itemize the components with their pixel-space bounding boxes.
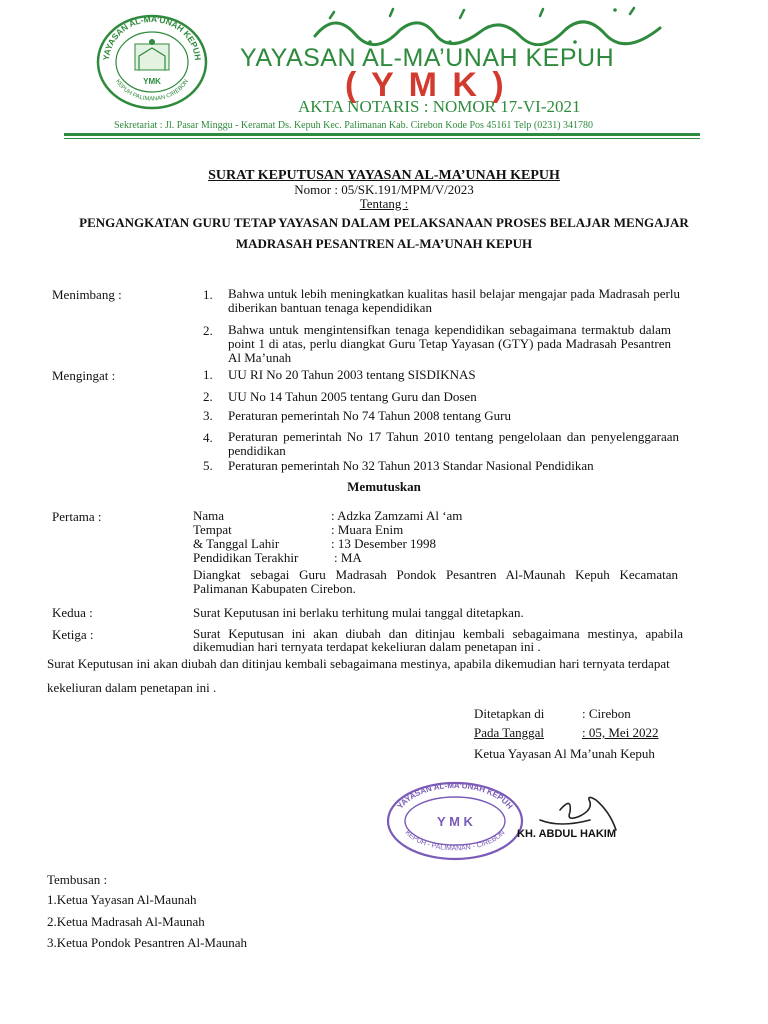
stamp-text-bottom: KEPUH - PALIMANAN - CIREBON — [403, 829, 507, 853]
mengingat-item-1: UU RI No 20 Tahun 2003 tentang SISDIKNAS — [228, 367, 476, 382]
signer-name: KH. ABDUL HAKIM — [517, 828, 616, 840]
field-key-pendidikan: Pendidikan Terakhir — [193, 550, 299, 565]
mengingat-num-2: 2. — [203, 389, 213, 404]
mengingat-item-3: Peraturan pemerintah No 74 Tahun 2008 tentang Guru — [228, 408, 511, 423]
field-key-nama: Nama — [193, 508, 225, 523]
stamp-center-text: Y M K — [437, 814, 473, 829]
menimbang-label: Menimbang : — [52, 287, 122, 302]
field-key-tempat: Tempat — [193, 522, 232, 537]
mengingat-label: Mengingat : — [52, 368, 116, 383]
mengingat-item-4: Peraturan pemerintah No 17 Tahun 2010 tentang pengelolaan dan penyelenggaraan pendidikan — [228, 429, 679, 458]
ditetapkan-value: : Cirebon — [582, 706, 631, 721]
tanggal-value: : 05, Mei 2022 — [582, 725, 659, 740]
tanggal-label: Pada Tanggal — [474, 725, 544, 740]
field-value-tempat: : Muara Enim — [331, 522, 404, 537]
tembusan-item-2: 2.Ketua Madrasah Al-Maunah — [47, 914, 205, 929]
svg-text:KEPUH - PALIMANAN - CIREBON — [404, 829, 507, 852]
document-number: Nomor : 05/SK.191/MPM/V/2023 — [294, 182, 474, 197]
tembusan-item-1: 1.Ketua Yayasan Al-Maunah — [47, 892, 197, 907]
menimbang-num-2: 2. — [203, 323, 213, 338]
header-rule — [64, 133, 700, 136]
ketiga-label: Ketiga : — [52, 627, 94, 642]
pertama-text: Diangkat sebagai Guru Madrasah Pondok Pesantren Al-Maunah Kepuh Kecamatan Palimanan Kabupaten Cirebon. — [193, 567, 678, 596]
mengingat-num-1: 1. — [203, 367, 213, 382]
menimbang-item-1: Bahwa untuk lebih meningkatkan kualitas hasil belajar mengajar pada Madrasah perlu diberikan bantuan tenaga kependidikan — [228, 286, 680, 315]
tentang-label: Tentang : — [359, 196, 409, 211]
pertama-label: Pertama : — [52, 509, 102, 524]
closing-line-2: kekeliuran dalam penetapan ini . — [47, 680, 217, 695]
svg-text:YAYASAN AL-MA’UNAH KEPUH — [396, 781, 515, 811]
menimbang-num-1: 1. — [203, 287, 213, 302]
field-value-pendidikan: : MA — [334, 550, 362, 565]
closing-line-1: Surat Keputusan ini akan diubah dan ditinjau kembali sebagaimana mestinya, apabila dikemudian hari ternyata terdapat — [47, 656, 670, 671]
foundation-stamp — [385, 780, 525, 862]
logo-text-top: YAYASAN AL-MA’UNAH KEPUH — [100, 13, 204, 61]
header-rule-thin — [64, 138, 700, 139]
mengingat-item-5: Peraturan pemerintah No 32 Tahun 2013 Standar Nasional Pendidikan — [228, 458, 594, 473]
field-key-tanggal-lahir: & Tanggal Lahir — [193, 536, 280, 551]
tembusan-label: Tembusan : — [47, 872, 108, 887]
subject-line-1: PENGANGKATAN GURU TETAP YAYASAN DALAM PELAKSANAAN PROSES BELAJAR MENGAJAR — [79, 215, 689, 230]
address: Sekretariat : Jl. Pasar Minggu - Keramat Ds. Kepuh Kec. Palimanan Kab. Cirebon Kode Pos 45161 Telp (0231) 341780 — [114, 120, 594, 131]
jabatan: Ketua Yayasan Al Ma’unah Kepuh — [474, 746, 655, 761]
foundation-logo — [95, 12, 209, 110]
org-name: YAYASAN AL-MA’UNAH KEPUH — [240, 44, 615, 72]
subject-line-2: MADRASAH PESANTREN AL-MA’UNAH KEPUH — [235, 236, 533, 251]
org-acronym: ( Y M K ) — [345, 66, 507, 104]
mengingat-num-3: 3. — [203, 408, 213, 423]
kedua-label: Kedua : — [52, 605, 93, 620]
tembusan-item-3: 3.Ketua Pondok Pesantren Al-Maunah — [47, 935, 248, 950]
document-title: SURAT KEPUTUSAN YAYASAN AL-MA’UNAH KEPUH — [208, 168, 560, 183]
logo-text-bottom: KEPUH PALIMANAN CIREBON — [114, 78, 190, 103]
field-value-tanggal-lahir: : 13 Desember 1998 — [331, 536, 437, 551]
logo-center-text: YMK — [143, 77, 161, 86]
kedua-text: Surat Keputusan ini berlaku terhitung mulai tanggal ditetapkan. — [193, 605, 524, 620]
stamp-text-top: YAYASAN AL-MA’UNAH KEPUH — [395, 780, 515, 811]
ketiga-text: Surat Keputusan ini akan diubah dan ditinjau kembali sebagaimana mestinya, apabila dikemudian hari ternyata terdapat kekeliuran dalam penetapan ini . — [193, 626, 683, 654]
menimbang-item-2: Bahwa untuk mengintensifkan tenaga kependidikan sebagaimana termaktub dalam point 1 di atas, perlu diangkat Guru Tetap Yayasan (GTY) pada Madrasah Pesantren Al Ma’unah — [228, 322, 671, 365]
memutuskan-heading: Memutuskan — [347, 479, 421, 494]
field-value-nama: : Adzka Zamzami Al ‘am — [331, 508, 463, 523]
mengingat-item-2: UU No 14 Tahun 2005 tentang Guru dan Dosen — [228, 389, 477, 404]
mengingat-num-4: 4. — [203, 430, 213, 445]
arabic-calligraphy — [310, 6, 665, 46]
akta-notaris: AKTA NOTARIS : NOMOR 17-VI-2021 — [298, 97, 581, 116]
mengingat-num-5: 5. — [203, 458, 213, 473]
ditetapkan-label: Ditetapkan di — [474, 706, 545, 721]
